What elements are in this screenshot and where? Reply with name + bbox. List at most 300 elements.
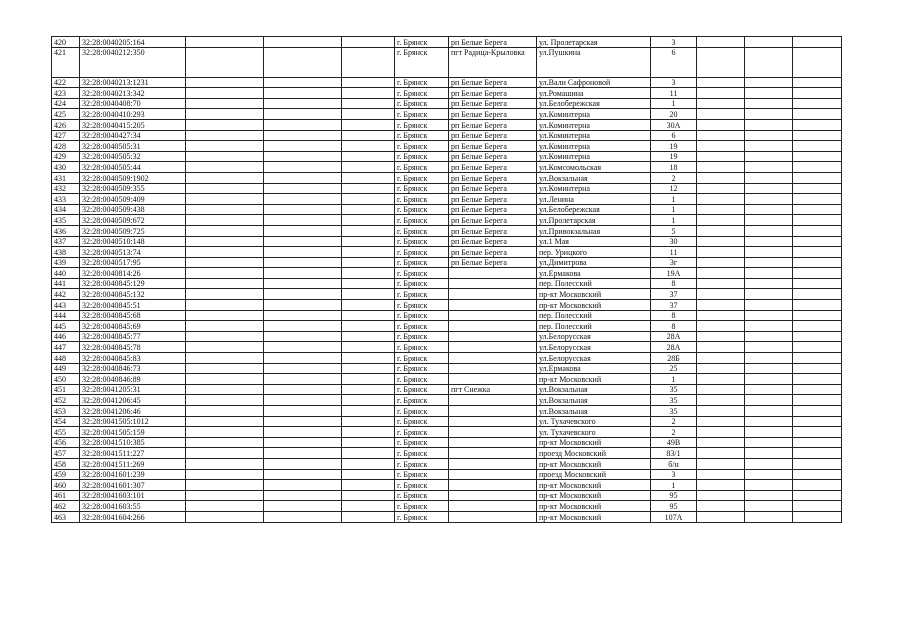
- street-cell: ул. Тухачевского: [537, 416, 651, 427]
- empty-cell: [697, 300, 745, 311]
- empty-cell: [186, 162, 264, 173]
- table-row: [52, 130, 842, 141]
- empty-cell: [745, 469, 793, 480]
- house-number: 11: [651, 247, 697, 258]
- settlement-cell: рп Белые Берега: [449, 236, 537, 247]
- street-cell: ул.Коминтерна: [537, 119, 651, 130]
- empty-cell: [793, 268, 842, 279]
- city-cell: г. Брянск: [395, 406, 449, 417]
- empty-cell: [186, 480, 264, 491]
- empty-cell: [186, 268, 264, 279]
- empty-cell: [264, 363, 342, 374]
- empty-cell: [697, 395, 745, 406]
- cadastral-number: 32:28:0040427:34: [80, 130, 186, 141]
- city-cell: г. Брянск: [395, 119, 449, 130]
- city-cell: г. Брянск: [395, 151, 449, 162]
- empty-cell: [793, 342, 842, 353]
- settlement-cell: [449, 331, 537, 342]
- empty-cell: [745, 236, 793, 247]
- settlement-cell: рп Белые Берега: [449, 247, 537, 258]
- cadastral-number: 32:28:0041206:46: [80, 406, 186, 417]
- empty-cell: [264, 437, 342, 448]
- empty-cell: [793, 119, 842, 130]
- empty-cell: [697, 511, 745, 522]
- empty-cell: [342, 384, 395, 395]
- empty-cell: [745, 37, 793, 48]
- empty-cell: [186, 310, 264, 321]
- city-cell: г. Брянск: [395, 47, 449, 77]
- settlement-cell: [449, 448, 537, 459]
- empty-cell: [342, 289, 395, 300]
- cadastral-number: 32:28:0040510:148: [80, 236, 186, 247]
- empty-cell: [342, 109, 395, 120]
- empty-cell: [793, 204, 842, 215]
- house-number: 8: [651, 310, 697, 321]
- empty-cell: [793, 321, 842, 332]
- city-cell: г. Брянск: [395, 458, 449, 469]
- empty-cell: [264, 194, 342, 205]
- empty-cell: [264, 47, 342, 77]
- cadastral-number: 32:28:0040213:1231: [80, 77, 186, 88]
- settlement-cell: рп Белые Берега: [449, 194, 537, 205]
- empty-cell: [793, 458, 842, 469]
- street-cell: пр-кт Московский: [537, 501, 651, 512]
- row-number: 420: [52, 37, 80, 48]
- street-cell: пр-кт Московский: [537, 458, 651, 469]
- empty-cell: [697, 363, 745, 374]
- row-number: 421: [52, 47, 80, 77]
- empty-cell: [186, 331, 264, 342]
- empty-cell: [264, 384, 342, 395]
- settlement-cell: [449, 458, 537, 469]
- empty-cell: [186, 427, 264, 438]
- empty-cell: [697, 321, 745, 332]
- table-row: [52, 215, 842, 226]
- settlement-cell: рп Белые Берега: [449, 257, 537, 268]
- settlement-cell: [449, 268, 537, 279]
- empty-cell: [342, 363, 395, 374]
- empty-cell: [342, 511, 395, 522]
- empty-cell: [697, 247, 745, 258]
- empty-cell: [745, 119, 793, 130]
- city-cell: г. Брянск: [395, 194, 449, 205]
- house-number: 30А: [651, 119, 697, 130]
- table-body: [52, 37, 842, 523]
- street-cell: ул.Белобережская: [537, 98, 651, 109]
- street-cell: ул.Коминтерна: [537, 130, 651, 141]
- empty-cell: [697, 501, 745, 512]
- cadastral-number: 32:28:0040845:77: [80, 331, 186, 342]
- empty-cell: [342, 130, 395, 141]
- cadastral-number: 32:28:0040408:70: [80, 98, 186, 109]
- empty-cell: [186, 225, 264, 236]
- empty-cell: [186, 47, 264, 77]
- empty-cell: [793, 384, 842, 395]
- settlement-cell: [449, 300, 537, 311]
- table-row: [52, 310, 842, 321]
- cadastral-number: 32:28:0040846:89: [80, 374, 186, 385]
- row-number: 459: [52, 469, 80, 480]
- table-row: [52, 98, 842, 109]
- empty-cell: [697, 141, 745, 152]
- cadastral-number: 32:28:0040845:132: [80, 289, 186, 300]
- house-number: 2: [651, 172, 697, 183]
- empty-cell: [745, 353, 793, 364]
- table-row: [52, 353, 842, 364]
- street-cell: ул.Привокзальная: [537, 225, 651, 236]
- house-number: 1: [651, 374, 697, 385]
- house-number: 1: [651, 480, 697, 491]
- house-number: 107А: [651, 511, 697, 522]
- empty-cell: [793, 480, 842, 491]
- cadastral-number: 32:28:0041205:31: [80, 384, 186, 395]
- settlement-cell: рп Белые Берега: [449, 172, 537, 183]
- empty-cell: [697, 236, 745, 247]
- street-cell: ул.1 Мая: [537, 236, 651, 247]
- empty-cell: [264, 331, 342, 342]
- table-row: [52, 437, 842, 448]
- empty-cell: [793, 257, 842, 268]
- cadastral-number: 32:28:0040410:293: [80, 109, 186, 120]
- row-number: 452: [52, 395, 80, 406]
- table-row: [52, 480, 842, 491]
- empty-cell: [745, 427, 793, 438]
- empty-cell: [264, 289, 342, 300]
- settlement-cell: рп Белые Берега: [449, 141, 537, 152]
- table-row: [52, 427, 842, 438]
- empty-cell: [793, 47, 842, 77]
- empty-cell: [186, 278, 264, 289]
- table-row: [52, 448, 842, 459]
- cadastral-number: 32:28:0041604:266: [80, 511, 186, 522]
- table-row: [52, 162, 842, 173]
- city-cell: г. Брянск: [395, 331, 449, 342]
- settlement-cell: [449, 353, 537, 364]
- city-cell: г. Брянск: [395, 225, 449, 236]
- empty-cell: [342, 437, 395, 448]
- city-cell: г. Брянск: [395, 172, 449, 183]
- empty-cell: [697, 109, 745, 120]
- street-cell: пер. Полесский: [537, 310, 651, 321]
- table-row: [52, 300, 842, 311]
- empty-cell: [186, 300, 264, 311]
- empty-cell: [264, 151, 342, 162]
- empty-cell: [342, 458, 395, 469]
- table-row: [52, 511, 842, 522]
- empty-cell: [342, 151, 395, 162]
- empty-cell: [697, 151, 745, 162]
- empty-cell: [793, 98, 842, 109]
- empty-cell: [264, 427, 342, 438]
- table-row: [52, 384, 842, 395]
- empty-cell: [793, 448, 842, 459]
- empty-cell: [342, 374, 395, 385]
- street-cell: пер. Полесский: [537, 278, 651, 289]
- empty-cell: [697, 374, 745, 385]
- empty-cell: [793, 353, 842, 364]
- empty-cell: [745, 480, 793, 491]
- row-number: 425: [52, 109, 80, 120]
- empty-cell: [342, 194, 395, 205]
- empty-cell: [697, 162, 745, 173]
- cadastral-number: 32:28:0040517:95: [80, 257, 186, 268]
- empty-cell: [342, 395, 395, 406]
- street-cell: ул.Белорусская: [537, 342, 651, 353]
- settlement-cell: [449, 490, 537, 501]
- house-number: 95: [651, 501, 697, 512]
- empty-cell: [793, 437, 842, 448]
- house-number: 12: [651, 183, 697, 194]
- house-number: б/н: [651, 458, 697, 469]
- street-cell: ул.Белорусская: [537, 353, 651, 364]
- table-row: [52, 406, 842, 417]
- house-number: 35: [651, 406, 697, 417]
- table-row: [52, 374, 842, 385]
- city-cell: г. Брянск: [395, 469, 449, 480]
- row-number: 427: [52, 130, 80, 141]
- empty-cell: [745, 162, 793, 173]
- settlement-cell: рп Белые Берега: [449, 77, 537, 88]
- city-cell: г. Брянск: [395, 395, 449, 406]
- house-number: 8: [651, 321, 697, 332]
- settlement-cell: [449, 363, 537, 374]
- empty-cell: [264, 183, 342, 194]
- empty-cell: [745, 458, 793, 469]
- empty-cell: [793, 141, 842, 152]
- cadastral-number: 32:28:0040846:73: [80, 363, 186, 374]
- street-cell: ул.Ромашина: [537, 88, 651, 99]
- street-cell: ул.Пролетарская: [537, 215, 651, 226]
- cadastral-number: 32:28:0040845:69: [80, 321, 186, 332]
- empty-cell: [697, 469, 745, 480]
- house-number: 49В: [651, 437, 697, 448]
- empty-cell: [186, 469, 264, 480]
- empty-cell: [186, 395, 264, 406]
- row-number: 422: [52, 77, 80, 88]
- row-number: 444: [52, 310, 80, 321]
- table-row: [52, 77, 842, 88]
- empty-cell: [793, 37, 842, 48]
- empty-cell: [186, 215, 264, 226]
- settlement-cell: [449, 278, 537, 289]
- empty-cell: [342, 172, 395, 183]
- empty-cell: [342, 236, 395, 247]
- empty-cell: [745, 374, 793, 385]
- empty-cell: [186, 384, 264, 395]
- empty-cell: [342, 257, 395, 268]
- cadastral-number: 32:28:0040212:350: [80, 47, 186, 77]
- street-cell: ул.Вокзальная: [537, 395, 651, 406]
- empty-cell: [745, 310, 793, 321]
- house-number: 20: [651, 109, 697, 120]
- row-number: 462: [52, 501, 80, 512]
- empty-cell: [342, 321, 395, 332]
- empty-cell: [697, 215, 745, 226]
- row-number: 461: [52, 490, 80, 501]
- row-number: 455: [52, 427, 80, 438]
- house-number: 28А: [651, 342, 697, 353]
- house-number: 35: [651, 384, 697, 395]
- cadastral-number: 32:28:0040509:409: [80, 194, 186, 205]
- cadastral-number: 32:28:0041601:239: [80, 469, 186, 480]
- table-row: [52, 395, 842, 406]
- row-number: 443: [52, 300, 80, 311]
- empty-cell: [697, 194, 745, 205]
- empty-cell: [342, 353, 395, 364]
- street-cell: ул.Вали Сафроновой: [537, 77, 651, 88]
- empty-cell: [186, 363, 264, 374]
- street-cell: ул.Коминтерна: [537, 141, 651, 152]
- row-number: 437: [52, 236, 80, 247]
- empty-cell: [264, 374, 342, 385]
- cadastral-number: 32:28:0040845:83: [80, 353, 186, 364]
- row-number: 450: [52, 374, 80, 385]
- row-number: 463: [52, 511, 80, 522]
- table-row: [52, 88, 842, 99]
- empty-cell: [697, 225, 745, 236]
- city-cell: г. Брянск: [395, 490, 449, 501]
- city-cell: г. Брянск: [395, 353, 449, 364]
- empty-cell: [186, 511, 264, 522]
- city-cell: г. Брянск: [395, 278, 449, 289]
- empty-cell: [745, 321, 793, 332]
- empty-cell: [264, 268, 342, 279]
- street-cell: пер. Полесский: [537, 321, 651, 332]
- empty-cell: [745, 88, 793, 99]
- settlement-cell: рп Белые Берега: [449, 183, 537, 194]
- city-cell: г. Брянск: [395, 162, 449, 173]
- empty-cell: [342, 501, 395, 512]
- empty-cell: [342, 406, 395, 417]
- empty-cell: [697, 331, 745, 342]
- empty-cell: [793, 310, 842, 321]
- empty-cell: [793, 501, 842, 512]
- empty-cell: [342, 331, 395, 342]
- house-number: 6: [651, 130, 697, 141]
- table-row: [52, 469, 842, 480]
- empty-cell: [697, 310, 745, 321]
- city-cell: г. Брянск: [395, 204, 449, 215]
- cadastral-number: 32:28:0040505:44: [80, 162, 186, 173]
- empty-cell: [745, 257, 793, 268]
- settlement-cell: пгт Радица-Крыловка: [449, 47, 537, 77]
- empty-cell: [745, 331, 793, 342]
- cadastral-number: 32:28:0040205:164: [80, 37, 186, 48]
- empty-cell: [793, 406, 842, 417]
- row-number: 438: [52, 247, 80, 258]
- empty-cell: [745, 268, 793, 279]
- cadastral-number: 32:28:0040509:438: [80, 204, 186, 215]
- table-row: [52, 458, 842, 469]
- empty-cell: [745, 47, 793, 77]
- empty-cell: [186, 77, 264, 88]
- empty-cell: [342, 480, 395, 491]
- empty-cell: [793, 225, 842, 236]
- empty-cell: [342, 98, 395, 109]
- settlement-cell: рп Белые Берега: [449, 162, 537, 173]
- settlement-cell: рп Белые Берега: [449, 98, 537, 109]
- empty-cell: [186, 130, 264, 141]
- street-cell: ул.Белорусская: [537, 331, 651, 342]
- empty-cell: [186, 141, 264, 152]
- street-cell: ул. Тухачевского: [537, 427, 651, 438]
- street-cell: пр-кт Московский: [537, 490, 651, 501]
- row-number: 435: [52, 215, 80, 226]
- empty-cell: [793, 289, 842, 300]
- empty-cell: [697, 257, 745, 268]
- street-cell: проезд Московский: [537, 469, 651, 480]
- row-number: 453: [52, 406, 80, 417]
- empty-cell: [186, 194, 264, 205]
- empty-cell: [745, 215, 793, 226]
- empty-cell: [697, 278, 745, 289]
- street-cell: ул.Ермакова: [537, 363, 651, 374]
- city-cell: г. Брянск: [395, 88, 449, 99]
- settlement-cell: рп Белые Берега: [449, 109, 537, 120]
- row-number: 424: [52, 98, 80, 109]
- empty-cell: [745, 225, 793, 236]
- street-cell: ул.Белобережская: [537, 204, 651, 215]
- empty-cell: [697, 183, 745, 194]
- empty-cell: [264, 172, 342, 183]
- empty-cell: [793, 395, 842, 406]
- city-cell: г. Брянск: [395, 37, 449, 48]
- empty-cell: [342, 427, 395, 438]
- empty-cell: [264, 109, 342, 120]
- street-cell: пр-кт Московский: [537, 437, 651, 448]
- table-row: [52, 183, 842, 194]
- empty-cell: [342, 204, 395, 215]
- settlement-cell: [449, 469, 537, 480]
- street-cell: пр-кт Московский: [537, 289, 651, 300]
- empty-cell: [745, 342, 793, 353]
- cadastral-number: 32:28:0040415:205: [80, 119, 186, 130]
- row-number: 441: [52, 278, 80, 289]
- empty-cell: [186, 172, 264, 183]
- table-row: [52, 278, 842, 289]
- empty-cell: [793, 427, 842, 438]
- cadastral-number: 32:28:0041603:101: [80, 490, 186, 501]
- house-number: 95: [651, 490, 697, 501]
- city-cell: г. Брянск: [395, 77, 449, 88]
- empty-cell: [264, 37, 342, 48]
- house-number: 5: [651, 225, 697, 236]
- empty-cell: [186, 88, 264, 99]
- house-number: 19: [651, 151, 697, 162]
- settlement-cell: [449, 511, 537, 522]
- city-cell: г. Брянск: [395, 130, 449, 141]
- city-cell: г. Брянск: [395, 109, 449, 120]
- empty-cell: [264, 406, 342, 417]
- empty-cell: [793, 247, 842, 258]
- cadastral-number: 32:28:0041206:45: [80, 395, 186, 406]
- settlement-cell: пгт Снежка: [449, 384, 537, 395]
- empty-cell: [793, 88, 842, 99]
- row-number: 448: [52, 353, 80, 364]
- empty-cell: [186, 416, 264, 427]
- house-number: 28Б: [651, 353, 697, 364]
- table-row: [52, 321, 842, 332]
- empty-cell: [697, 289, 745, 300]
- settlement-cell: рп Белые Берега: [449, 37, 537, 48]
- empty-cell: [697, 490, 745, 501]
- settlement-cell: рп Белые Берега: [449, 88, 537, 99]
- empty-cell: [745, 130, 793, 141]
- cadastral-number: 32:28:0040845:68: [80, 310, 186, 321]
- empty-cell: [745, 437, 793, 448]
- empty-cell: [745, 194, 793, 205]
- city-cell: г. Брянск: [395, 98, 449, 109]
